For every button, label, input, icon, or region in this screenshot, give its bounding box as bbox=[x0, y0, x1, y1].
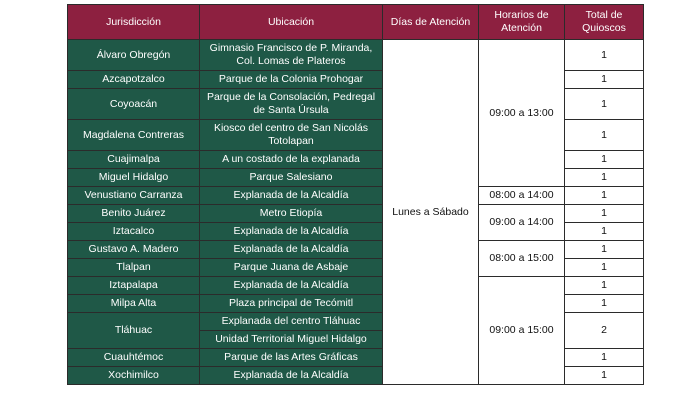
table-row bbox=[68, 205, 644, 223]
ubicacion-cell: Parque de las Artes Gráficas bbox=[200, 349, 383, 367]
jurisdiccion-cell: Venustiano Carranza bbox=[68, 187, 200, 205]
jurisdiccion-cell: Magdalena Contreras bbox=[68, 120, 200, 151]
ubicacion-cell: Parque Salesiano bbox=[200, 169, 383, 187]
jurisdiccion-cell: Álvaro Obregón bbox=[68, 40, 200, 71]
jurisdiccion-cell: Milpa Alta bbox=[68, 295, 200, 313]
total-cell: 1 bbox=[565, 169, 644, 187]
jurisdiccion-cell: Gustavo A. Madero bbox=[68, 241, 200, 259]
total-cell: 1 bbox=[565, 187, 644, 205]
jurisdiccion-cell: Azcapotzalco bbox=[68, 71, 200, 89]
ubicacion-cell: Explanada de la Alcaldía bbox=[200, 187, 383, 205]
ubicacion-cell: Plaza principal de Tecómitl bbox=[200, 295, 383, 313]
total-cell: 1 bbox=[565, 151, 644, 169]
total-cell: 1 bbox=[565, 295, 644, 313]
total-cell: 2 bbox=[565, 313, 644, 349]
jurisdiccion-cell: Iztapalapa bbox=[68, 277, 200, 295]
total-cell: 1 bbox=[565, 367, 644, 385]
total-cell: 1 bbox=[565, 223, 644, 241]
jurisdiccion-cell: Xochimilco bbox=[68, 367, 200, 385]
ubicacion-cell: Explanada de la Alcaldía bbox=[200, 367, 383, 385]
ubicacion-cell: Unidad Territorial Miguel Hidalgo bbox=[200, 331, 383, 349]
ubicacion-cell: Explanada del centro Tláhuac bbox=[200, 313, 383, 331]
dias-cell: Lunes a Sábado bbox=[383, 40, 479, 385]
total-cell: 1 bbox=[565, 349, 644, 367]
kiosk-schedule-table bbox=[67, 4, 644, 385]
ubicacion-cell: Gimnasio Francisco de P. Miranda, Col. Lomas de Plateros bbox=[200, 40, 383, 71]
jurisdiccion-cell: Benito Juárez bbox=[68, 205, 200, 223]
table-row bbox=[68, 277, 644, 295]
table-row bbox=[68, 187, 644, 205]
total-cell: 1 bbox=[565, 120, 644, 151]
header-total: Total de Quioscos bbox=[565, 5, 644, 40]
jurisdiccion-cell: Coyoacán bbox=[68, 89, 200, 120]
header-horarios: Horarios de Atención bbox=[479, 5, 565, 40]
table-row bbox=[68, 241, 644, 259]
jurisdiccion-cell: Cuajimalpa bbox=[68, 151, 200, 169]
ubicacion-cell: Parque de la Colonia Prohogar bbox=[200, 71, 383, 89]
jurisdiccion-cell: Miguel Hidalgo bbox=[68, 169, 200, 187]
total-cell: 1 bbox=[565, 259, 644, 277]
ubicacion-cell: Kiosco del centro de San Nicolás Totolapan bbox=[200, 120, 383, 151]
jurisdiccion-cell: Cuauhtémoc bbox=[68, 349, 200, 367]
total-cell: 1 bbox=[565, 205, 644, 223]
jurisdiccion-cell: Tláhuac bbox=[68, 313, 200, 349]
total-cell: 1 bbox=[565, 71, 644, 89]
total-cell: 1 bbox=[565, 241, 644, 259]
ubicacion-cell: Parque Juana de Asbaje bbox=[200, 259, 383, 277]
ubicacion-cell: Metro Etiopía bbox=[200, 205, 383, 223]
horario-cell: 09:00 a 14:00 bbox=[479, 205, 565, 241]
total-cell: 1 bbox=[565, 277, 644, 295]
horario-cell: 08:00 a 14:00 bbox=[479, 187, 565, 205]
ubicacion-cell: Explanada de la Alcaldía bbox=[200, 277, 383, 295]
total-cell: 1 bbox=[565, 40, 644, 71]
ubicacion-cell: Parque de la Consolación, Pedregal de Santa Úrsula bbox=[200, 89, 383, 120]
horario-cell: 09:00 a 13:00 bbox=[479, 40, 565, 187]
ubicacion-cell: A un costado de la explanada bbox=[200, 151, 383, 169]
table-row bbox=[68, 40, 644, 71]
jurisdiccion-cell: Iztacalco bbox=[68, 223, 200, 241]
jurisdiccion-cell: Tlalpan bbox=[68, 259, 200, 277]
horario-cell: 08:00 a 15:00 bbox=[479, 241, 565, 277]
header-ubicacion: Ubicación bbox=[200, 5, 383, 40]
ubicacion-cell: Explanada de la Alcaldía bbox=[200, 223, 383, 241]
header-jurisdiccion: Jurisdicción bbox=[68, 5, 200, 40]
ubicacion-cell: Explanada de la Alcaldía bbox=[200, 241, 383, 259]
header-dias: Días de Atención bbox=[383, 5, 479, 40]
horario-cell: 09:00 a 15:00 bbox=[479, 277, 565, 385]
total-cell: 1 bbox=[565, 89, 644, 120]
